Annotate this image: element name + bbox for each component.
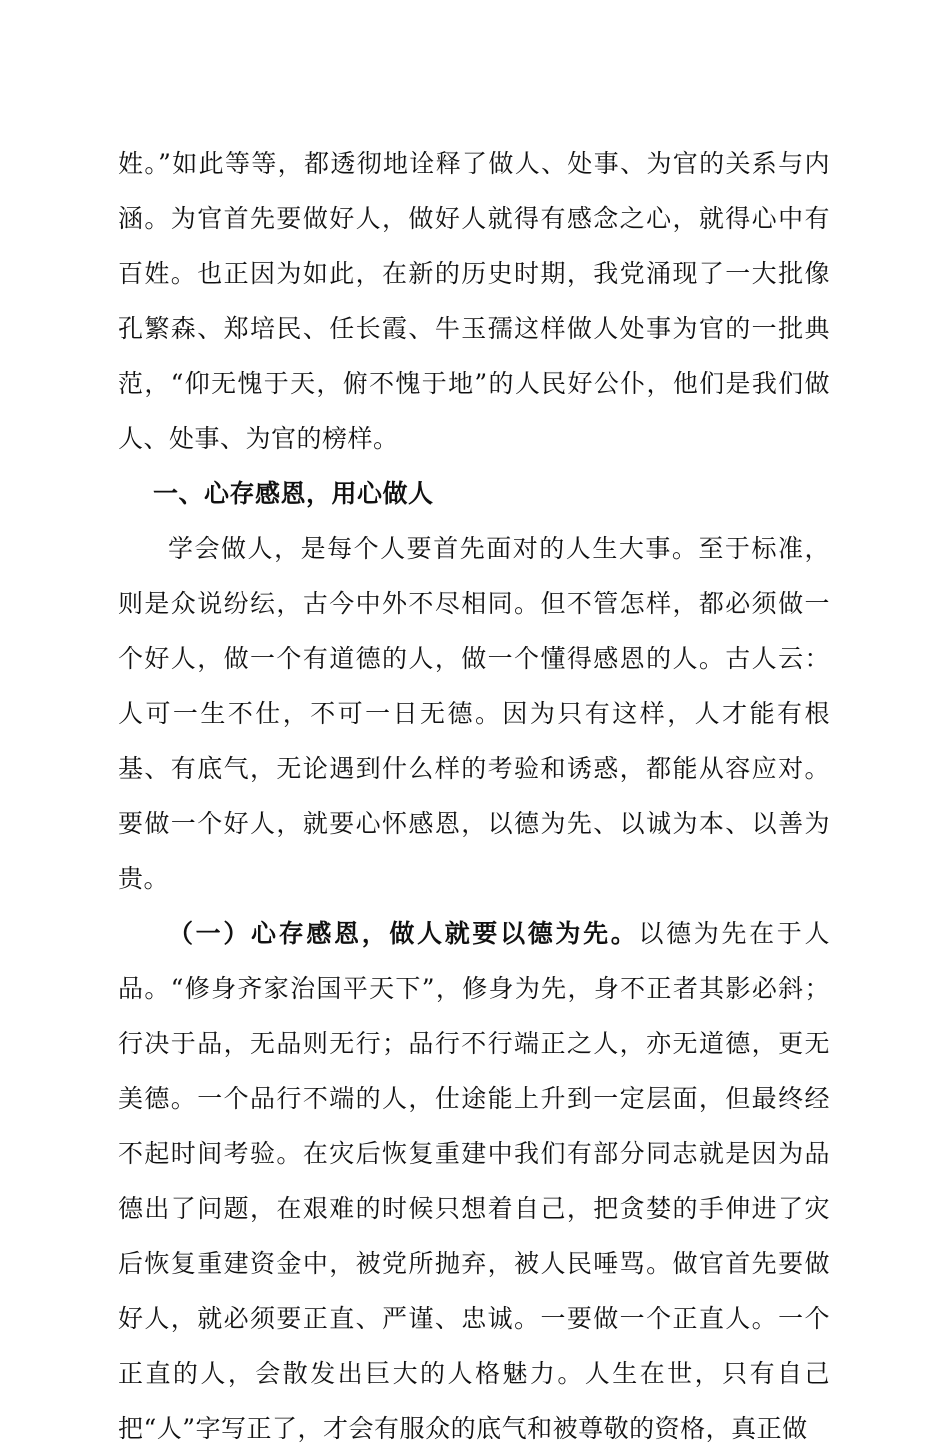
subsection-body: 以德为先在于人品。“修身齐家治国平天下”，修身为先，身不正者其影必斜；行决于品，无品则无行；品行不行端正之人，亦无道德，更无美德。一个品行不端的人，仕途能上升到一定层面，但最终经不起时间考验。在灾后恢复重建中我们有部分同志就是因为品德出了问题，在艰难的时候只想着自己，把贪婪的手伸进了灾后恢复重建资金中，被党所抛弃，被人民唾骂。做官首先要做好人，就必须要正直、严谨、忠诚。一要做一个正直人。一个正直的人，会散发出巨大的人格魅力。人生在世，只有自己把“人”字写正了，才会有服众的底气和被尊敬的资格，真正做 <box>118 919 830 1443</box>
paragraph-intro: 学会做人，是每个人要首先面对的人生大事。至于标准，则是众说纷纭，古今中外不尽相同。但不管怎样，都必须做一个好人，做一个有道德的人，做一个懂得感恩的人。古人云：人可一生不仕，不可一日无德。因为只有这样，人才能有根基、有底气，无论遇到什么样的考验和诱惑，都能从容应对。要做一个好人，就要心怀感恩，以德为先、以诚为本、以善为贵。 <box>118 534 830 893</box>
section-heading: 一、心存感恩，用心做人 <box>153 479 434 508</box>
document-body <box>118 136 830 1456</box>
paragraph-subsection <box>118 906 830 1456</box>
paragraph-continuation: 姓。”如此等等，都透彻地诠释了做人、处事、为官的关系与内涵。为官首先要做好人，做好人就得有感念之心，就得心中有百姓。也正因为如此，在新的历史时期，我党涌现了一大批像孔繁森、郑培民、任长霞、牛玉孺这样做人处事为官的一批典范，“仰无愧于天，俯不愧于地”的人民好公仆，他们是我们做人、处事、为官的榜样。 <box>118 149 830 453</box>
subsection-lead: （一）心存感恩，做人就要以德为先。 <box>168 919 639 948</box>
